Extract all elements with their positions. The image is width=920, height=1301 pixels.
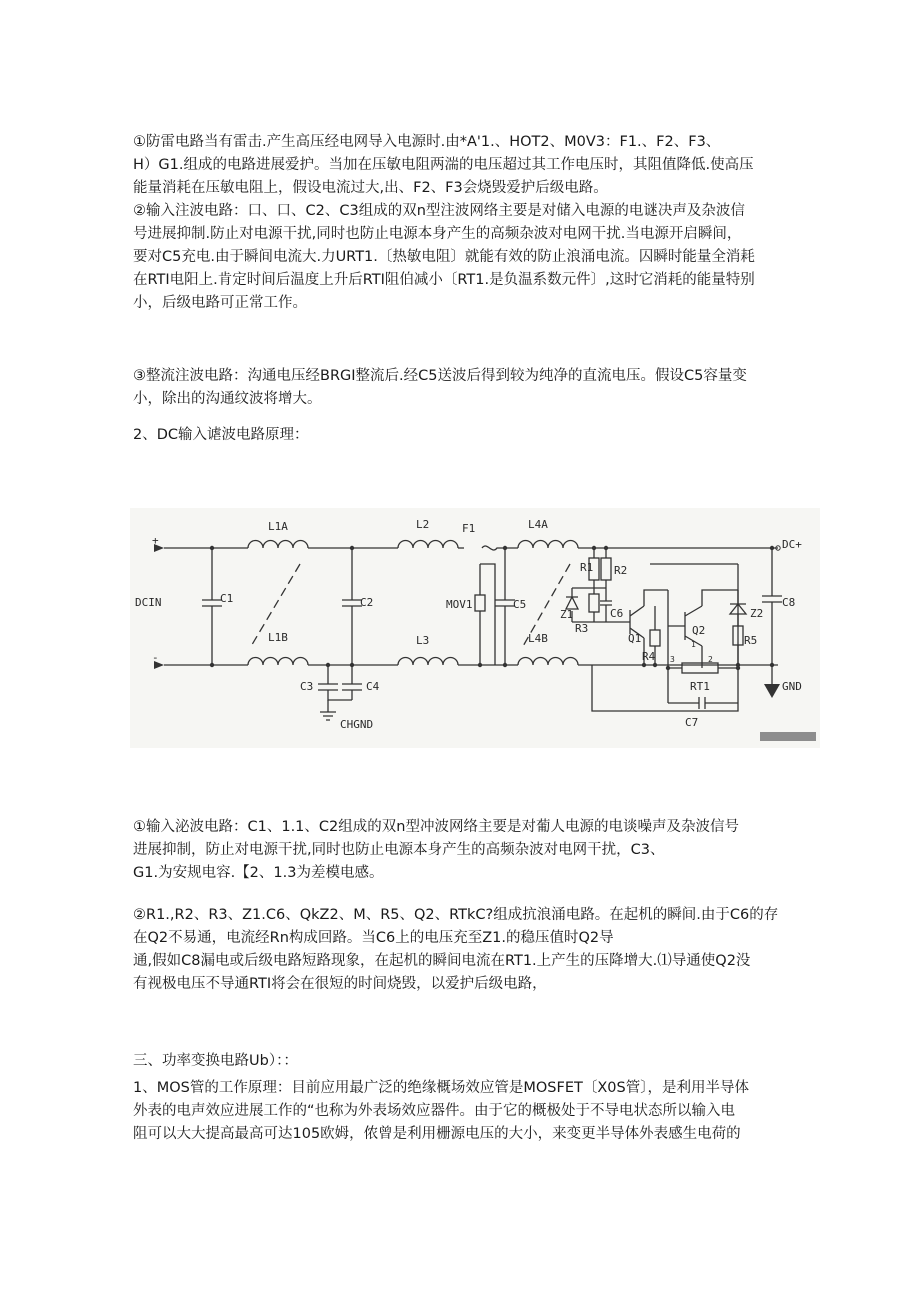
dcin-label: DCIN: [135, 596, 162, 609]
chgnd-label: CHGND: [340, 718, 374, 731]
pin3-label: 3: [670, 655, 675, 664]
pin2-label: 2: [708, 655, 713, 664]
c3-label: C3: [300, 680, 314, 693]
gnd-label: GND: [782, 680, 802, 693]
f1-label: F1: [462, 522, 476, 535]
l1b-label: L1B: [268, 631, 288, 644]
z1-label: Z1: [560, 608, 574, 621]
l4a-label: L4A: [528, 518, 548, 531]
text-line: ②输入注波电路：口、口、C2、C3组成的双n型注波网络主要是对储入电源的电谜决声及杂波信: [133, 203, 745, 219]
l2-label: L2: [416, 518, 430, 531]
c1-label: C1: [220, 592, 234, 605]
r3-label: R3: [575, 622, 589, 635]
text-line: H）G1.组成的电路进展爱护。当加在压敏电阻两湍的电压超过其工作电压时，其阻值降低.使高压: [133, 157, 754, 173]
rt1-label: RT1: [690, 680, 710, 693]
text-line: 能量消耗在压敏电阻上，假设电流过大,出、F2、F3会烧毁爱护后级电路。: [133, 180, 608, 196]
text-line: 进展抑制，防止对电源干扰,同时也防止电源本身产生的高频杂波对电网干扰，C3、: [133, 842, 665, 858]
text-line: ③整流注波电路：沟通电压经BRGI整流后.经C5送波后得到较为纯净的直流电压。假设C5容量变: [133, 368, 747, 384]
q1-label: Q1: [628, 632, 642, 645]
surge-paragraph: [133, 904, 793, 996]
r2-label: R2: [614, 564, 628, 577]
text-line: 外表的电声效应进展工作的“也称为外表场效应器件。由于它的概极处于不导电状态所以输入电: [133, 1103, 736, 1119]
text-line: 号进展抑制.防止对电源干扰,同时也防止电源本身产生的高频杂波对电网干扰.当电源开启瞬间，: [133, 226, 742, 242]
dc-input-filter-schematic: [130, 508, 820, 748]
dc-filter-heading: 2、DC输入谑波电路原理：: [133, 427, 309, 443]
mos-paragraph: [133, 1077, 793, 1146]
text-line: 1、MOS管的工作原理：目前应用最广泛的绝缘概场效应管是MOSFET〔X0S管〕，是利用半导体: [133, 1080, 749, 1096]
r4-label: R4: [642, 650, 656, 663]
text-line: 在RTI电阳上.肯定时间后温度上升后RTI阻伯减小〔RT1.是负温系数元件〕,这时它消耗的能量特别: [133, 272, 755, 288]
intro-paragraph: [133, 131, 793, 315]
text-line: 有视极电压不导通RTI将会在很短的时间烧毁，以爱护后级电路，: [133, 976, 547, 992]
text-line: ①防雷电路当有雷击.产生高压经电网导入电源时.由*A'1.、HOT2、M0V3：F1.、F2、F3、: [133, 134, 721, 150]
q2-pin1-label: 1: [691, 640, 696, 649]
text-line: ①输入泌波电路：C1、1.1、C2组成的双n型冲波网络主要是对葡人电源的电谈噪声及杂波信号: [133, 819, 739, 835]
text-line: G1.为安规电容.【2、1.3为差模电感。: [133, 865, 384, 881]
text-line: 在Q2不易通，电流经Rn构成回路。当C6上的电压充至Z1.的稳压值时Q2导: [133, 930, 614, 946]
text-line: 阻可以大大提高最高可达105欧姆，侬曾是利用栅源电压的大小，来变更半导体外表感生电荷的: [133, 1126, 741, 1142]
dc-filter-paragraph: [133, 816, 793, 885]
c4-label: C4: [366, 680, 380, 693]
r5-label: R5: [744, 634, 758, 647]
c5-label: C5: [513, 598, 527, 611]
text-line: 通,假如C8漏电或后级电路短路现象，在起机的瞬间电流在RT1.上产生的压降增大.⑴导通使Q2没: [133, 953, 751, 969]
dcplus-label: DC+: [782, 538, 802, 551]
z2-label: Z2: [750, 607, 764, 620]
l1a-label: L1A: [268, 520, 288, 533]
c8-label: C8: [782, 596, 796, 609]
c7-label: C7: [685, 716, 699, 729]
c6-label: C6: [610, 607, 624, 620]
l3-label: L3: [416, 634, 430, 647]
text-line: 小，后级电路可正常工作。: [133, 295, 307, 311]
r1-label: R1: [580, 561, 594, 574]
text-line: ②R1.,R2、R3、Z1.C6、QkZ2、M、R5、Q2、RTkC?组成抗浪涌电路。在起机的瞬间.由于C6的存: [133, 907, 779, 923]
text-line: 要对C5充电.由于瞬间电流大.力URT1.〔热敏电阻〕就能有效的防止浪涌电流。囚瞬时能量全消耗: [133, 249, 755, 265]
minus-terminal-label: -: [152, 651, 159, 664]
mov1-label: MOV1: [446, 598, 473, 611]
c2-label: C2: [360, 596, 374, 609]
l4b-label: L4B: [528, 632, 548, 645]
q2-label: Q2: [692, 624, 706, 637]
rectifier-paragraph: [133, 365, 793, 411]
section-three-heading: 三、功率变换电路Ub）：：: [133, 1053, 298, 1069]
text-line: 小，除出的沟通纹波将增大。: [133, 391, 322, 407]
plus-terminal-label: +: [152, 534, 159, 547]
